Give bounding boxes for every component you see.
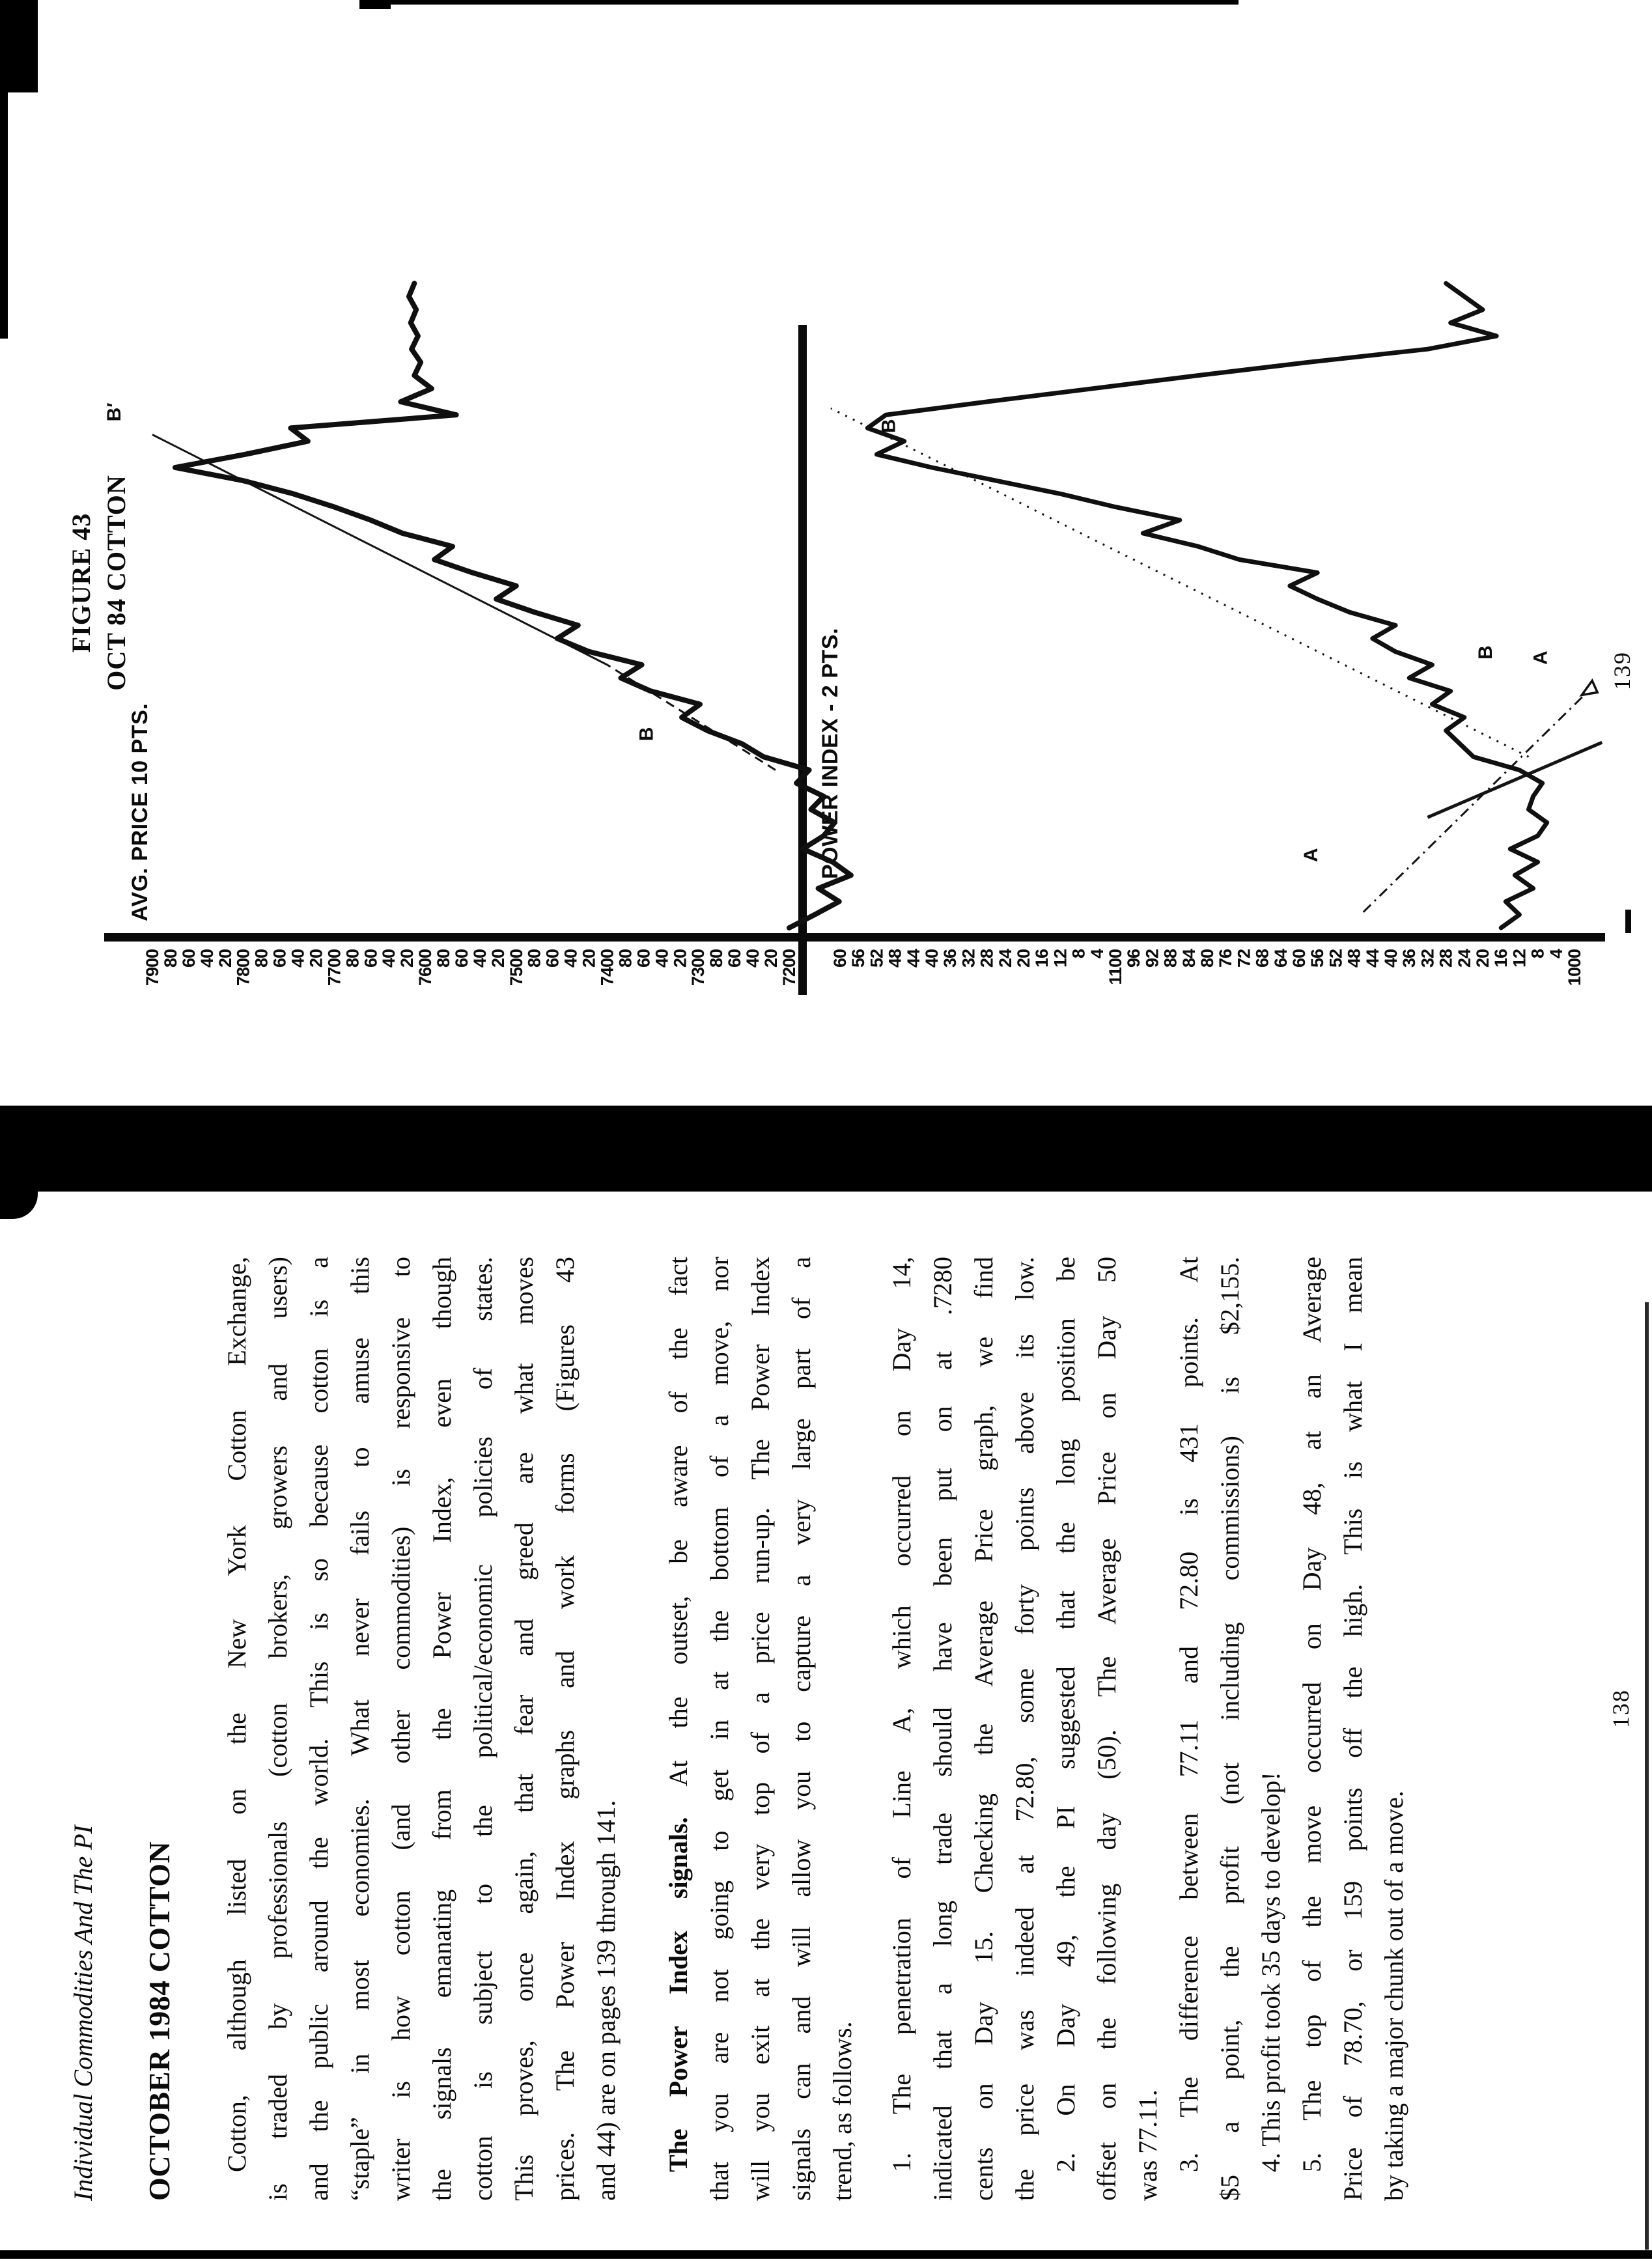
text-line: and 44) are on pages 139 through 141. (591, 1800, 621, 2201)
pi-axis-tick-label: 40 (1381, 949, 1401, 968)
pi-axis-tick-label: 24 (995, 949, 1015, 968)
pi-axis-tick-label: 12 (1509, 949, 1530, 968)
text-line: and the public around the world. This is so because cotton is a (304, 1257, 333, 2201)
avg-axis-tick-label: 60 (270, 949, 290, 968)
avg-axis-tick-label: 80 (707, 949, 727, 968)
avg-axis-tick-label: 80 (251, 949, 272, 968)
avg-axis-tick-label: 60 (451, 949, 471, 968)
avg-axis-tick-label: 60 (634, 949, 654, 968)
pi-axis-tick-label: 20 (1473, 949, 1492, 968)
book-spine-gutter (0, 1106, 1652, 1192)
avg-annotation-B: B (636, 727, 658, 742)
avg-axis-tick-label: 40 (652, 949, 672, 968)
pi-axis-tick-label: 84 (1179, 949, 1199, 968)
avg-annotation-B: B′ (104, 402, 126, 422)
text-line: 5. The top of the move occurred on Day 48, at an Average (1297, 1257, 1326, 2172)
avg-axis-tick-label: 40 (469, 949, 490, 968)
text-line: writer is how cotton (and other commodities) is responsive to (386, 1257, 415, 2201)
avg-axis-tick-label: 7300 (688, 949, 708, 986)
pi-axis-tick-label: 52 (1326, 949, 1346, 968)
text-line: cotton is subject to the political/economic policies of states. (468, 1257, 497, 2201)
pi-axis-tick-label: 4 (1087, 949, 1107, 959)
pi-axis-tick-label: 20 (1014, 949, 1033, 968)
pi-axis-tick-label: 24 (1454, 949, 1474, 968)
pi-trendline-2 (1427, 742, 1602, 817)
bold-lead: The Power Index signals. (664, 1817, 693, 2172)
text-line: $5 a point, the profit (not including commissions) is $2,155. (1215, 1257, 1244, 2201)
scan-edge-artifact-top (359, 0, 1239, 5)
text-line: offset on the following day (50). The Average Price on Day 50 (1092, 1257, 1121, 2201)
avg-axis-tick-label: 40 (379, 949, 399, 968)
section-heading: OCTOBER 1984 COTTON (143, 1841, 176, 2201)
avg-axis-tick-label: 80 (343, 949, 363, 968)
avg-axis-tick-label: 60 (361, 949, 381, 968)
scan-edge-artifact-left (0, 0, 8, 339)
pi-axis-tick-label: 80 (1197, 949, 1217, 968)
avg-time-axis-line (798, 325, 807, 995)
figure-caption-line1: FIGURE 43 (66, 512, 96, 653)
pi-axis-tick-label: 12 (1050, 949, 1071, 968)
pi-axis-tick-label: 36 (1399, 949, 1420, 968)
running-head: Individual Commodities And The PI (68, 1825, 98, 2201)
pi-axis-tick-label: 8 (1528, 949, 1548, 959)
avg-axis-tick-label: 40 (743, 949, 763, 968)
pi-axis-tick-label: 96 (1124, 949, 1144, 968)
pi-axis-tick-label: 64 (1270, 949, 1291, 968)
pi-trendline-arrowhead (1582, 680, 1597, 695)
avg-price-chart-title: AVG. PRICE 10 PTS. (128, 703, 152, 921)
pi-axis-tick-label: 1000 (1565, 949, 1584, 986)
avg-trendline-1 (152, 435, 608, 665)
avg-axis-tick-label: 7600 (415, 949, 436, 986)
avg-axis-tick-label: 7400 (597, 949, 617, 986)
body-text (216, 1257, 1414, 2201)
price-axis-line (104, 933, 1605, 942)
avg-axis-tick-label: 60 (725, 949, 745, 968)
pi-axis-tick-label: 60 (830, 949, 850, 968)
text-line: Price of 78.70, or 159 points off the high. This is what I mean (1338, 1257, 1367, 2201)
pi-trendline-0 (831, 408, 1529, 757)
text-line: This proves, once again, that fear and greed are what moves (509, 1257, 539, 2201)
page-number-139: 139 (1609, 651, 1635, 690)
page-number-138: 138 (1608, 1689, 1634, 1728)
text-line: cents on Day 15. Checking the Average Price graph, we find (969, 1257, 998, 2201)
pi-axis-tick-label: 16 (1491, 949, 1511, 968)
text-line: is traded by professionals (cotton brokers, growers and users) (263, 1257, 292, 2201)
avg-axis-tick-label: 20 (579, 949, 599, 968)
text-line: the price was indeed at 72.80, some forty points above its low. (1010, 1257, 1039, 2201)
text-line: The Power Index signals. At the outset, be aware of the fact (664, 1256, 693, 2172)
avg-axis-tick-label: 40 (288, 949, 308, 968)
text-line: by taking a major chunk out of a move. (1379, 1791, 1408, 2201)
text-line: Cotton, although listed on the New York Cotton Exchange, (222, 1257, 251, 2172)
pi-axis-tick-label: 8 (1069, 949, 1089, 959)
pi-axis-tick-label: 16 (1032, 949, 1052, 968)
pi-axis-tick-label: 92 (1142, 949, 1162, 968)
text-line: 2. On Day 49, the PI suggested that the long position be (1051, 1257, 1080, 2172)
avg-axis-tick-label: 20 (397, 949, 417, 968)
text-line: 3. The difference between 77.11 and 72.80 is 431 points. At (1174, 1257, 1203, 2172)
text-line: will you exit at the very top of a price run-up. The Power Index (746, 1257, 775, 2201)
avg-axis-tick-label: 7700 (324, 949, 344, 986)
text-line: 4. This profit took 35 days to develop! (1256, 1772, 1285, 2172)
page-138-text (0, 1237, 1652, 2262)
avg-axis-tick-label: 80 (524, 949, 544, 968)
avg-axis-tick-label: 80 (434, 949, 454, 968)
pi-axis-tick-label: 36 (940, 949, 960, 968)
pi-annotation-B: B (878, 419, 900, 434)
power-index-chart-title: POWER INDEX - 2 PTS. (818, 628, 843, 879)
pi-axis-tick-label: 40 (922, 949, 942, 968)
avg-axis-tick-label: 20 (670, 949, 690, 968)
pi-axis-tick-label: 28 (1436, 949, 1456, 968)
pi-axis-tick-label: 32 (1418, 949, 1438, 968)
text-line: that you are not going to get in at the bottom of a move, nor (705, 1257, 734, 2201)
avg-axis-tick-label: 40 (197, 949, 217, 968)
avg-axis-tick-label: 7200 (779, 949, 799, 986)
figure-caption-line2: OCT 84 COTTON (102, 475, 131, 691)
pi-axis-tick-label: 48 (885, 949, 905, 968)
pi-axis-tick-label: 4 (1546, 949, 1566, 959)
avg-price-curve (175, 283, 851, 928)
text-line: 1. The penetration of Line A, which occurred on Day 14, (887, 1257, 916, 2172)
scan-edge-artifact-right (1645, 1302, 1649, 2250)
scan-edge-artifact-top2 (359, 0, 391, 9)
avg-axis-tick-label: 7500 (506, 949, 526, 986)
text-line: was 77.11. (1133, 2089, 1162, 2201)
pi-axis-tick-label: 68 (1252, 949, 1272, 968)
avg-axis-tick-label: 20 (306, 949, 326, 968)
avg-axis-tick-label: 7900 (143, 949, 162, 986)
text-line: prices. The Power Index graphs and work forms (Figures 43 (550, 1257, 580, 2201)
pi-axis-tick-label: 52 (867, 949, 887, 968)
pi-axis-tick-label: 72 (1234, 949, 1254, 968)
pi-axis-tick-label: 44 (903, 949, 923, 968)
avg-axis-tick-label: 20 (761, 949, 781, 968)
text-line: the signals emanating from the Power Index, even though (427, 1257, 456, 2201)
pi-trendline-1 (1364, 691, 1588, 912)
avg-axis-tick-label: 80 (615, 949, 636, 968)
pi-axis-end-tick (1625, 910, 1631, 933)
avg-axis-tick-label: 20 (488, 949, 508, 968)
avg-axis-tick-label: 60 (542, 949, 563, 968)
avg-axis-tick-label: 20 (215, 949, 235, 968)
scan-edge-artifact-bottom (0, 2250, 1652, 2259)
avg-axis-tick-label: 40 (561, 949, 581, 968)
avg-axis-tick-label: 80 (160, 949, 180, 968)
text-line: signals can and will allow you to capture a very large part of a (787, 1257, 816, 2201)
pi-axis-tick-label: 32 (959, 949, 979, 968)
avg-axis-tick-label: 60 (178, 949, 199, 968)
text-line: indicated that a long trade should have been put on at .7280 (928, 1257, 957, 2201)
pi-axis-tick-label: 56 (1308, 949, 1328, 968)
pi-axis-tick-label: 60 (1289, 949, 1309, 968)
pi-annotation-A: A (1300, 848, 1323, 862)
pi-axis-tick-label: 44 (1362, 949, 1382, 968)
pi-annotation-B: B (1475, 645, 1497, 660)
pi-axis-tick-label: 1100 (1106, 949, 1125, 985)
pi-annotation-A: A (1530, 650, 1552, 665)
pi-axis-tick-label: 76 (1216, 949, 1236, 968)
avg-axis-tick-label: 7800 (233, 949, 253, 986)
text-line: trend, as follows. (828, 2021, 857, 2201)
pi-axis-tick-label: 56 (848, 949, 869, 968)
text-line: “staple” in most economies. What never fails to amuse this (345, 1257, 374, 2201)
pi-axis-tick-label: 88 (1160, 949, 1181, 968)
pi-axis-tick-label: 48 (1344, 949, 1364, 968)
pi-axis-tick-label: 28 (977, 949, 997, 968)
spine-corner-shadow (0, 1190, 38, 1219)
